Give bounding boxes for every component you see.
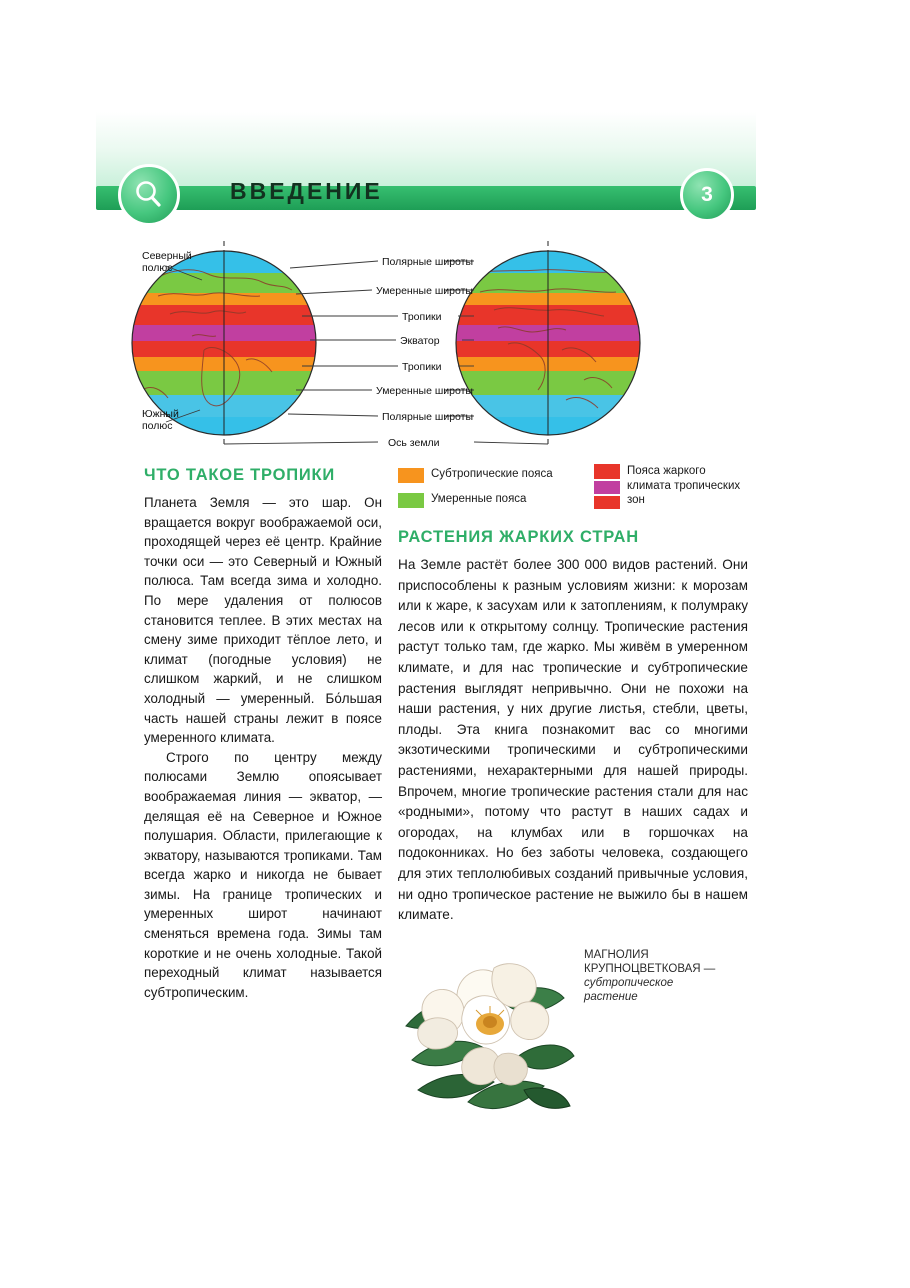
legend-label-subtropical: Субтропические пояса [431,468,553,480]
page-header [96,112,756,224]
legend-swatch-subtropical [398,468,424,483]
header-green-bar [96,186,756,210]
label-temperate-latitudes-north: Умеренные широты [376,285,473,297]
label-tropics-north: Тропики [402,311,442,323]
climate-zones-diagram [96,240,756,462]
page-number: 3 [701,183,713,206]
magnolia-caption-line4: растение [584,991,638,1003]
label-equator: Экватор [400,335,440,347]
left-column [144,466,382,1002]
legend-swatch-hot [594,464,620,509]
legend [398,465,748,526]
legend-item-subtropical [398,468,553,483]
magnolia-figure [398,932,748,1132]
label-north-pole-line2: полюс [142,262,173,274]
legend-swatch-temperate [398,493,424,508]
legend-item-temperate [398,493,526,508]
paragraph-tropics-2: Строго по центру между полюсами Землю опоясывает воображаемая линия — экватор, — делящая её на Северное и Южное полушария. Области, прилегающие к экватору, называются тропиками. Там всегда жарко и никогда не бывает зимы. На границе тропических и умеренных широт начинают сменяться времена года. Зимы там короткие и не очень холодные. Такой переходный климат называется субтропическим. [144,749,382,1000]
magnolia-caption-line3: субтропическое [584,977,674,989]
page-title: ВВЕДЕНИЕ [230,178,383,204]
paragraph-plants-1: На Земле растёт более 300 000 видов растений. Они приспособлены к разным условиям жизни: к морозам или к жаре, к засухам или к затоплениям, к полумраку лесов или к открытому солнцу. Тропические растения растут только там, где жарко. Мы живём в умеренном климате, и для нас тропические и субтропические растения выглядят непривычно. Они не похожи на наши растения, у них другие листья, стебли, цветы, плоды. Эта книга познакомит вас со многими экзотическими тропическими и субтропическими растениями, нехарактерными для нашей природы. Впрочем, многие тропические растения стали для нас «родными», потому что растут в наших садах и огородах, на клумбах или в горшочках на подоконниках. Но без заботы человека, создающего для этих теплолюбивых созданий привычные условия, ни одно тропическое растение не выжило бы в нашем климате. [398,557,748,923]
section-heading-plants: РАСТЕНИЯ ЖАРКИХ СТРАН [398,528,639,546]
magnolia-caption-line1: МАГНОЛИЯ [584,949,649,961]
label-earth-axis: Ось земли [388,437,440,449]
label-tropics-south: Тропики [402,361,442,373]
legend-item-hot [594,464,750,509]
label-south-pole-line1: Южный [142,408,179,420]
legend-label-hot: Пояса жаркого климата тропических зон [627,465,741,506]
right-column [398,528,748,926]
magnolia-caption [584,948,744,1004]
label-polar-latitudes-south: Полярные широты [382,411,474,423]
magnolia-illustration [398,940,578,1130]
page-number-badge [680,168,734,222]
magnolia-caption-line2: КРУПНОЦВЕТКОВАЯ — [584,963,716,975]
label-north-pole-line1: Северный [142,250,192,262]
legend-label-temperate: Умеренные пояса [431,493,527,505]
label-south-pole-line2: полюс [142,420,173,432]
section-heading-tropics: ЧТО ТАКОЕ ТРОПИКИ [144,466,336,484]
label-polar-latitudes-north: Полярные широты [382,256,474,268]
paragraph-tropics-1: Планета Земля — это шар. Он вращается вокруг воображаемой оси, проходящей через её центр. Крайние точки оси — это Северный и Южный полюса. Там всегда зима и холодно. По мере удаления от полюсов становится теплее. В этих местах на смену зиме приходит тёплое лето, и климат (погодные условия) не слишком жаркий, и не слишком холодный — умеренный. Бо́льшая часть нашей страны лежит в поясе умеренного климата. [144,495,382,746]
label-temperate-latitudes-south: Умеренные широты [376,385,473,397]
magnifier-icon [118,164,180,226]
